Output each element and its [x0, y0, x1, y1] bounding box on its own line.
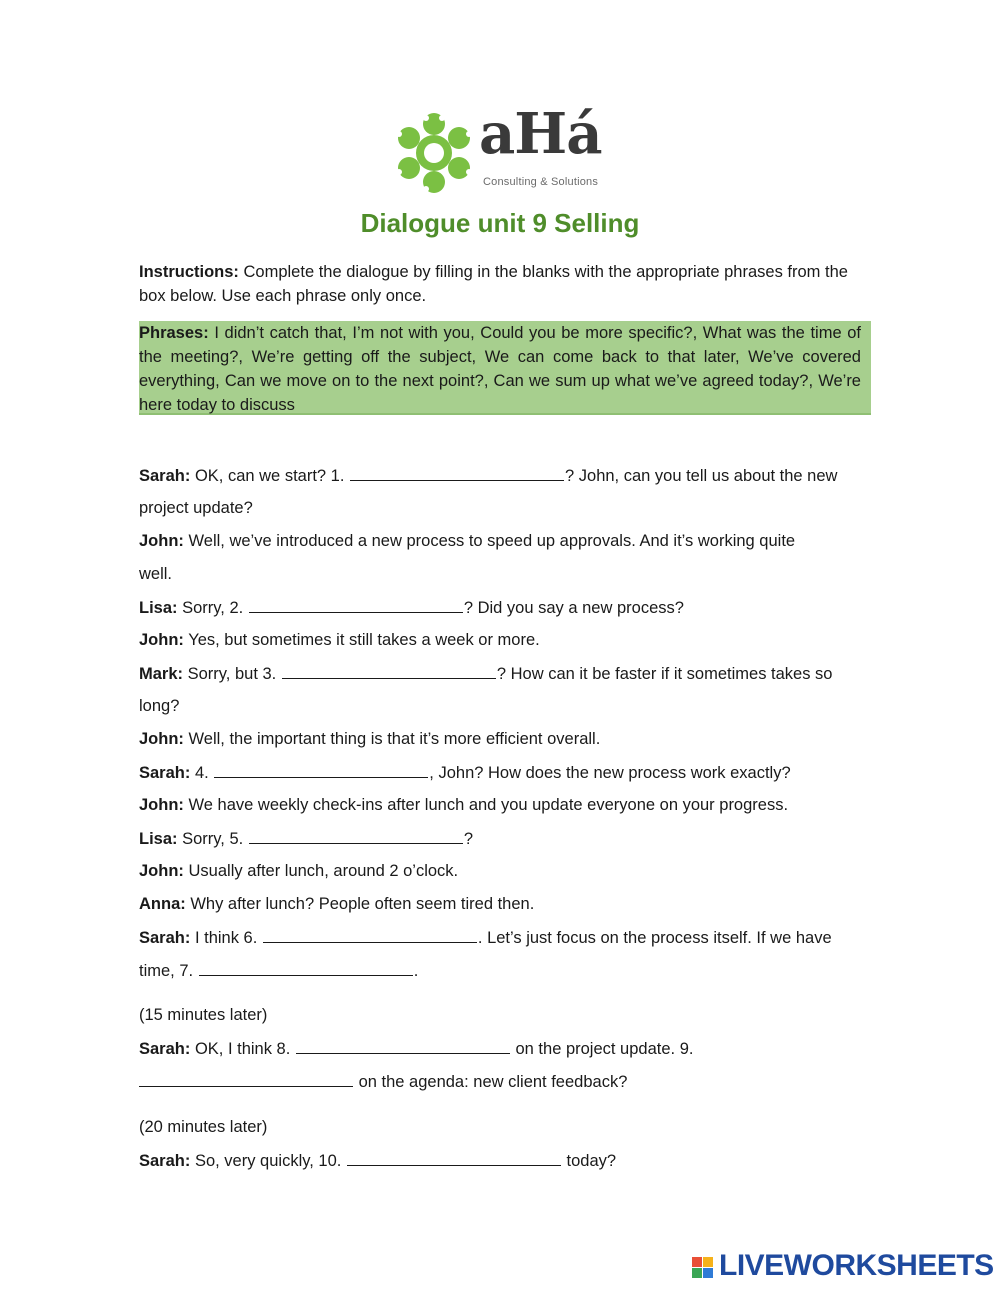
dialogue-line — [139, 859, 458, 883]
blank-1[interactable] — [350, 463, 564, 481]
line-text: time, 7. — [139, 962, 198, 980]
line-text: So, very quickly, 10. — [190, 1152, 346, 1170]
phrases-label: Phrases: — [139, 324, 209, 342]
speaker: Sarah: — [139, 1152, 191, 1170]
dialogue-line — [139, 694, 179, 718]
line-text: 4. — [190, 764, 214, 782]
line-text: We have weekly check-ins after lunch and you update everyone on your progress. — [183, 796, 789, 814]
blank-3[interactable] — [282, 661, 496, 679]
line-text: project update? — [139, 499, 253, 517]
dialogue-line — [139, 793, 788, 817]
line-text: long? — [139, 697, 180, 715]
page-title: Dialogue unit 9 Selling — [360, 208, 640, 238]
line-text: well. — [139, 565, 173, 583]
speaker: Lisa: — [139, 599, 178, 617]
dialogue-line — [139, 892, 534, 916]
dialogue-line — [139, 628, 540, 652]
line-text: ? — [463, 830, 473, 848]
speaker: Sarah: — [139, 929, 191, 947]
dialogue-line — [139, 463, 837, 488]
liveworksheets-logo[interactable] — [692, 1249, 994, 1285]
instructions — [139, 260, 861, 308]
stage-direction: (20 minutes later) — [139, 1118, 268, 1136]
phrases-box — [139, 321, 871, 415]
blank-4[interactable] — [214, 760, 428, 778]
speaker: Sarah: — [139, 764, 191, 782]
line-text: on the agenda: new client feedback? — [354, 1073, 628, 1091]
blank-2[interactable] — [249, 595, 463, 613]
dialogue-line — [139, 661, 832, 686]
blank-6[interactable] — [263, 925, 477, 943]
speaker: John: — [139, 730, 184, 748]
blank-8[interactable] — [296, 1036, 510, 1054]
line-text: Why after lunch? People often seem tired then. — [185, 895, 535, 913]
line-text: Well, the important thing is that it’s more efficient overall. — [183, 730, 601, 748]
line-text: Usually after lunch, around 2 o’clock. — [183, 862, 459, 880]
logo-brand: aHá — [479, 101, 602, 167]
line-text: today? — [561, 1152, 617, 1170]
line-text: . Let’s just focus on the process itself. If we have — [477, 929, 832, 947]
dialogue-line — [139, 562, 172, 586]
line-text: Yes, but sometimes it still takes a week or more. — [183, 631, 540, 649]
speaker: John: — [139, 532, 184, 550]
line-text: OK, can we start? 1. — [190, 467, 350, 485]
dialogue-line — [139, 1115, 267, 1139]
line-text: I think 6. — [190, 929, 262, 947]
speaker: Mark: — [139, 665, 184, 683]
blank-9[interactable] — [139, 1069, 353, 1087]
line-text: ? Did you say a new process? — [463, 599, 684, 617]
line-text: . — [413, 962, 419, 980]
speaker: Sarah: — [139, 1040, 191, 1058]
speaker: John: — [139, 796, 184, 814]
speaker: Lisa: — [139, 830, 178, 848]
dialogue-line — [139, 958, 418, 983]
blank-5[interactable] — [249, 826, 463, 844]
speaker: Sarah: — [139, 467, 191, 485]
line-text: Well, we’ve introduced a new process to speed up approvals. And it’s working quite — [183, 532, 796, 550]
line-text: ? John, can you tell us about the new — [565, 467, 838, 485]
phrases-text: I didn’t catch that, I’m not with you, Could you be more specific?, What was the time of the meeting?, We’re getting off the subject, We can come back to that later, We’ve covered everything, Can we move on to the next point?, Can we sum up what we’ve agreed today?, We’re here today to discuss — [139, 324, 861, 414]
line-text: OK, I think 8. — [190, 1040, 295, 1058]
blank-7[interactable] — [199, 958, 413, 976]
line-text: Sorry, 5. — [177, 830, 248, 848]
dialogue-line — [139, 826, 473, 851]
line-text: , John? How does the new process work exactly? — [429, 764, 791, 782]
dialogue-line — [139, 1148, 616, 1173]
instructions-text: Complete the dialogue by filling in the blanks with the appropriate phrases from the box below. Use each phrase only once. — [139, 263, 848, 305]
dialogue-line — [139, 760, 791, 785]
dialogue-line — [139, 1036, 693, 1061]
speaker: John: — [139, 631, 184, 649]
speaker: Anna: — [139, 895, 186, 913]
logo-tagline: Consulting & Solutions — [483, 176, 599, 188]
line-text: ? How can it be faster if it sometimes takes so — [496, 665, 833, 683]
blank-10[interactable] — [347, 1148, 561, 1166]
speaker: John: — [139, 862, 184, 880]
stage-direction: (15 minutes later) — [139, 1006, 268, 1024]
line-text: on the project update. 9. — [510, 1040, 694, 1058]
line-text: Sorry, 2. — [177, 599, 248, 617]
aha-star-icon — [393, 112, 475, 194]
dialogue-line — [139, 727, 600, 751]
aha-logo — [393, 101, 608, 197]
dialogue-line — [139, 595, 684, 620]
liveworksheets-brand: LIVEWORKSHEETS — [719, 1249, 994, 1282]
dialogue-line — [139, 529, 795, 553]
dialogue-line — [139, 1003, 267, 1027]
dialogue-line — [139, 1069, 627, 1094]
dialogue-line — [139, 496, 253, 520]
dialogue-line — [139, 925, 832, 950]
line-text: Sorry, but 3. — [183, 665, 281, 683]
instructions-label: Instructions: — [139, 263, 239, 281]
